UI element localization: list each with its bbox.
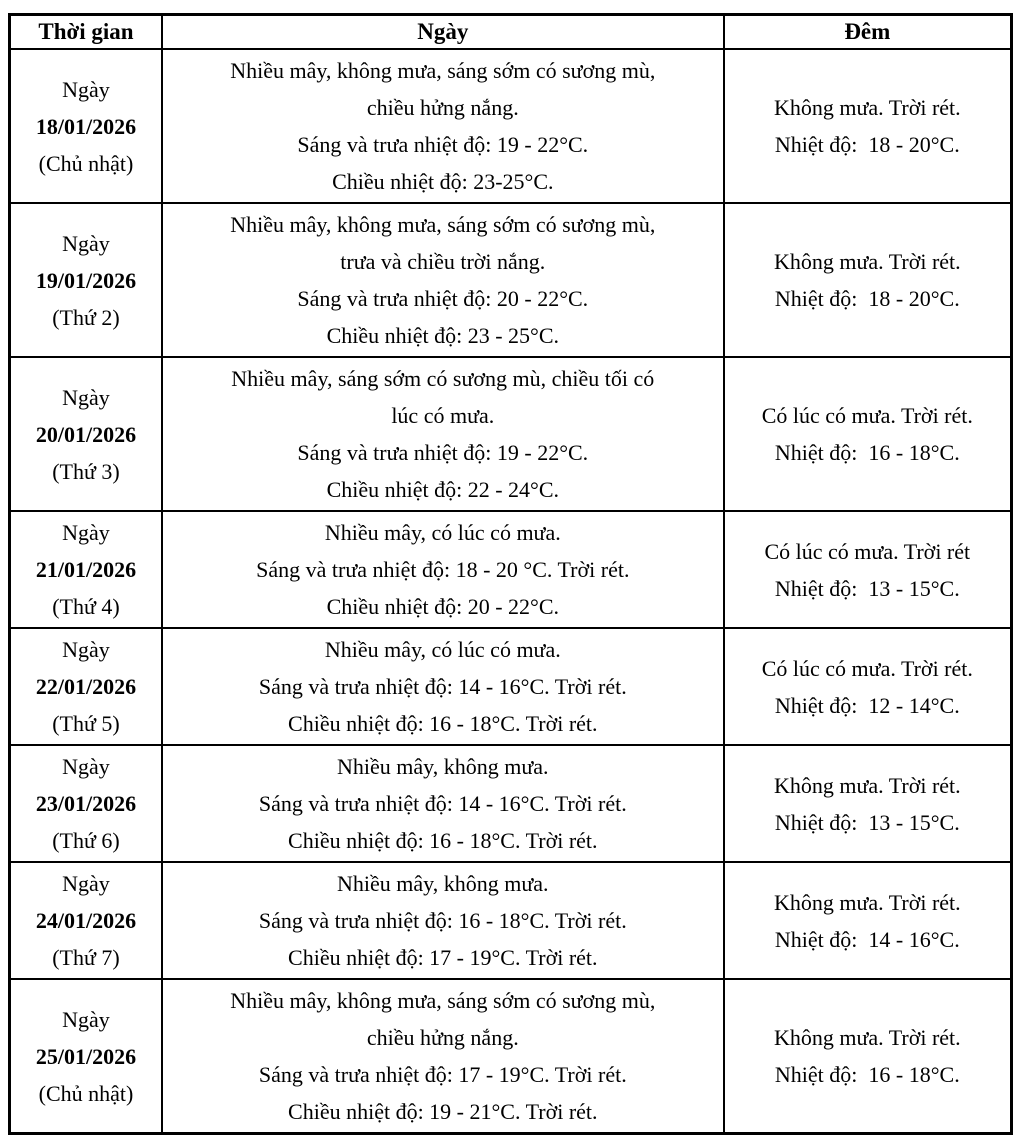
date-prefix: Ngày [62, 76, 110, 102]
time-cell [10, 979, 162, 1134]
table-row [10, 511, 1012, 628]
forecast-line: Nhiệt độ: 16 - 18°C. [774, 1062, 960, 1087]
forecast-line: Chiều nhiệt độ: 19 - 21°C. Trời rét. [288, 1099, 598, 1124]
night-forecast-cell [724, 49, 1012, 203]
forecast-line: Nhiều mây, không mưa, sáng sớm có sương mù, [230, 212, 656, 237]
forecast-line: Không mưa. Trời rét. [773, 249, 961, 274]
day-forecast-cell [162, 979, 724, 1134]
forecast-line: Nhiệt độ: 13 - 15°C. [774, 809, 960, 835]
forecast-line: Chiều nhiệt độ: 16 - 18°C. Trời rét. [288, 711, 598, 736]
forecast-line: Sáng và trưa nhiệt độ: 19 - 22°C. [297, 440, 589, 465]
forecast-line: Nhiệt độ: 12 - 14°C. [774, 692, 960, 718]
date: 22/01/2026 [35, 674, 137, 699]
forecast-line: trưa và chiều trời nắng. [340, 249, 546, 274]
forecast-line: lúc có mưa. [391, 403, 495, 428]
forecast-line: Không mưa. Trời rét. [773, 772, 961, 798]
forecast-line: Nhiệt độ: 13 - 15°C. [774, 575, 960, 601]
date: 19/01/2026 [35, 267, 137, 293]
night-forecast-cell [724, 979, 1012, 1134]
forecast-line: Có lúc có mưa. Trời rét. [761, 403, 973, 428]
date-prefix: Ngày [62, 230, 110, 256]
forecast-line: chiều hửng nắng. [366, 1025, 519, 1050]
day-forecast-cell [162, 511, 724, 628]
forecast-line: Sáng và trưa nhiệt độ: 17 - 19°C. Trời rét. [258, 1062, 627, 1087]
forecast-line: Nhiều mây, có lúc có mưa. [324, 520, 561, 545]
forecast-line: Nhiều mây, không mưa, sáng sớm có sương mù, [230, 988, 656, 1013]
weekday: (Thứ 5) [52, 711, 120, 736]
forecast-line: Nhiệt độ: 18 - 20°C. [774, 132, 960, 157]
forecast-line: Nhiều mây, không mưa. [337, 871, 549, 896]
night-forecast-cell [724, 357, 1012, 511]
time-cell [10, 745, 162, 862]
forecast-line: Không mưa. Trời rét. [773, 1025, 961, 1050]
day-forecast-cell [162, 357, 724, 511]
night-forecast-cell [724, 745, 1012, 862]
weekday: (Thứ 7) [52, 945, 120, 970]
header-row [10, 15, 1012, 50]
forecast-line: Nhiều mây, không mưa. [337, 754, 549, 779]
day-forecast-cell [162, 628, 724, 745]
column-header-time: Thời gian [10, 15, 162, 50]
forecast-line: Sáng và trưa nhiệt độ: 14 - 16°C. Trời rét. [258, 791, 627, 816]
column-header-night: Đêm [724, 15, 1012, 50]
weekday: (Thứ 4) [52, 594, 120, 619]
day-forecast-cell [162, 203, 724, 357]
forecast-line: Sáng và trưa nhiệt độ: 18 - 20 °C. Trời rét. [256, 557, 630, 582]
forecast-line: chiều hửng nắng. [366, 95, 519, 120]
weekday: (Thứ 6) [52, 828, 120, 853]
table-row [10, 49, 1012, 203]
table-row [10, 628, 1012, 745]
column-header-day: Ngày [162, 15, 724, 50]
forecast-line: Nhiều mây, không mưa, sáng sớm có sương mù, [230, 58, 656, 83]
time-cell [10, 511, 162, 628]
weekday: (Thứ 3) [52, 458, 120, 484]
forecast-line: Chiều nhiệt độ: 16 - 18°C. Trời rét. [288, 828, 598, 853]
time-cell [10, 203, 162, 357]
date-prefix: Ngày [62, 1006, 110, 1032]
date: 24/01/2026 [35, 908, 137, 933]
weekday: (Thứ 2) [52, 304, 120, 330]
date: 25/01/2026 [35, 1043, 137, 1069]
forecast-line: Nhiệt độ: 16 - 18°C. [774, 440, 960, 465]
table-row [10, 745, 1012, 862]
date: 23/01/2026 [35, 791, 137, 816]
date-prefix: Ngày [62, 520, 110, 545]
forecast-line: Chiều nhiệt độ: 17 - 19°C. Trời rét. [288, 945, 598, 970]
time-cell [10, 628, 162, 745]
forecast-line: Có lúc có mưa. Trời rét. [761, 655, 973, 681]
forecast-line: Chiều nhiệt độ: 20 - 22°C. [326, 594, 560, 619]
night-forecast-cell [724, 203, 1012, 357]
weekday: (Chủ nhật) [38, 1080, 134, 1106]
date-prefix: Ngày [62, 871, 110, 896]
date-prefix: Ngày [62, 754, 110, 779]
forecast-line: Chiều nhiệt độ: 22 - 24°C. [326, 477, 560, 502]
forecast-line: Có lúc có mưa. Trời rét [764, 538, 971, 564]
table-row [10, 979, 1012, 1134]
forecast-line: Sáng và trưa nhiệt độ: 20 - 22°C. [297, 286, 589, 311]
table-row [10, 862, 1012, 979]
forecast-line: Không mưa. Trời rét. [773, 95, 961, 120]
night-forecast-cell [724, 862, 1012, 979]
forecast-line: Sáng và trưa nhiệt độ: 19 - 22°C. [297, 132, 589, 157]
forecast-line: Nhiều mây, sáng sớm có sương mù, chiều tối có [231, 366, 655, 391]
date-prefix: Ngày [62, 384, 110, 410]
night-forecast-cell [724, 628, 1012, 745]
weekday: (Chủ nhật) [38, 150, 134, 176]
day-forecast-cell [162, 862, 724, 979]
forecast-line: Không mưa. Trời rét. [773, 889, 961, 915]
date: 21/01/2026 [35, 557, 137, 582]
table-row [10, 357, 1012, 511]
forecast-line: Sáng và trưa nhiệt độ: 14 - 16°C. Trời rét. [258, 674, 627, 699]
forecast-line: Chiều nhiệt độ: 23 - 25°C. [326, 323, 560, 348]
date: 20/01/2026 [35, 421, 137, 447]
forecast-line: Nhiệt độ: 18 - 20°C. [774, 286, 960, 311]
day-forecast-cell [162, 49, 724, 203]
forecast-line: Nhiệt độ: 14 - 16°C. [774, 926, 960, 952]
forecast-line: Nhiều mây, có lúc có mưa. [324, 637, 561, 662]
weather-forecast-table [8, 13, 1013, 1135]
day-forecast-cell [162, 745, 724, 862]
date-prefix: Ngày [62, 637, 110, 662]
time-cell [10, 357, 162, 511]
date: 18/01/2026 [35, 113, 137, 139]
time-cell [10, 862, 162, 979]
time-cell [10, 49, 162, 203]
forecast-line: Chiều nhiệt độ: 23-25°C. [332, 169, 554, 194]
table-row [10, 203, 1012, 357]
forecast-line: Sáng và trưa nhiệt độ: 16 - 18°C. Trời rét. [258, 908, 627, 933]
night-forecast-cell [724, 511, 1012, 628]
